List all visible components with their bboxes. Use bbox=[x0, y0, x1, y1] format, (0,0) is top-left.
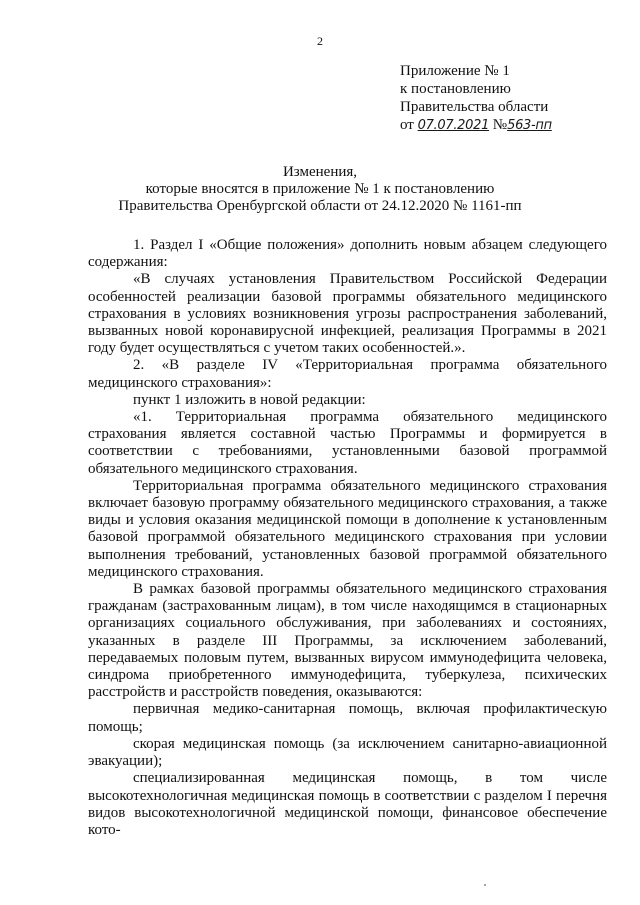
annex-line-3: Правительства области bbox=[400, 99, 549, 115]
page-number: 2 bbox=[317, 34, 323, 48]
paragraph: Территориальная программа обязательного медицинского страхования включает базовую программу обязательного медицинского страхования, а также виды и условия оказания медицинской помощи в дополнение к установленным базовой программой обязательного медицинского страхования при условии выполнения требований, установленных базовой программой обязательного медицинского страхования. bbox=[88, 477, 607, 580]
document-title bbox=[0, 164, 640, 215]
paragraph: 2. «В разделе IV «Территориальная программа обязательного медицинского страхования»: bbox=[88, 357, 607, 391]
paragraph: скорая медицинская помощь (за исключением санитарно-авиационной эвакуации); bbox=[88, 735, 607, 770]
annex-line-2: к постановлению bbox=[400, 81, 511, 97]
annex-number-prefix: № bbox=[492, 117, 508, 133]
title-line-2: которые вносятся в приложение № 1 к постановлению bbox=[145, 181, 495, 197]
paragraph: «В случаях установления Правительством Российской Федерации особенностей реализации базовой программы обязательного медицинского страхования в условиях возникновения угрозы распространения заболеваний, вызванных новой коронавирусной инфекцией, реализация Программы в 2021 году будет осуществляться с учетом таких особенностей.». bbox=[88, 271, 607, 357]
scan-speck bbox=[484, 884, 486, 886]
document-body bbox=[88, 237, 607, 839]
paragraph: «1. Территориальная программа обязательного медицинского страхования является составной частью Программы и формируется в соответствии с требованиями, установленными базовой программой обязательного медицинского страхования. bbox=[88, 409, 607, 477]
title-line-3: Правительства Оренбургской области от 24.12.2020 № 1161-пп bbox=[118, 198, 522, 214]
paragraph: пункт 1 изложить в новой редакции: bbox=[133, 391, 366, 408]
annex-number-handwritten: 563-пп bbox=[507, 118, 552, 133]
annex-date-prefix: от bbox=[400, 117, 414, 133]
annex-date-line bbox=[400, 116, 552, 135]
annex-date-handwritten: 07.07.2021 bbox=[417, 118, 490, 133]
title-line-1: Изменения, bbox=[282, 164, 358, 180]
paragraph: первичная медико-санитарная помощь, включая профилактическую помощь; bbox=[88, 701, 607, 735]
paragraph: 1. Раздел I «Общие положения» дополнить новым абзацем следующего содержания: bbox=[88, 237, 607, 271]
paragraph: В рамках базовой программы обязательного медицинского страхования гражданам (застрахованным лицам), в том числе находящимся в стационарных организациях социального обслуживания, при заболеваниях и состояниях, указанных в разделе III Программы, за исключением заболеваний, передаваемых половым путем, вызванных вирусом иммунодефицита человека, синдрома приобретенного иммунодефицита, туберкулеза, психических расстройств и расстройств поведения, оказываются: bbox=[88, 581, 607, 701]
annex-line-1: Приложение № 1 bbox=[400, 63, 510, 79]
paragraph: специализированная медицинская помощь, в том числе высокотехнологичная медицинская помощь в соответствии с разделом I перечня видов высокотехнологичной медицинской помощи, финансовое обеспечение кото- bbox=[88, 770, 607, 838]
annex-header bbox=[400, 62, 552, 135]
